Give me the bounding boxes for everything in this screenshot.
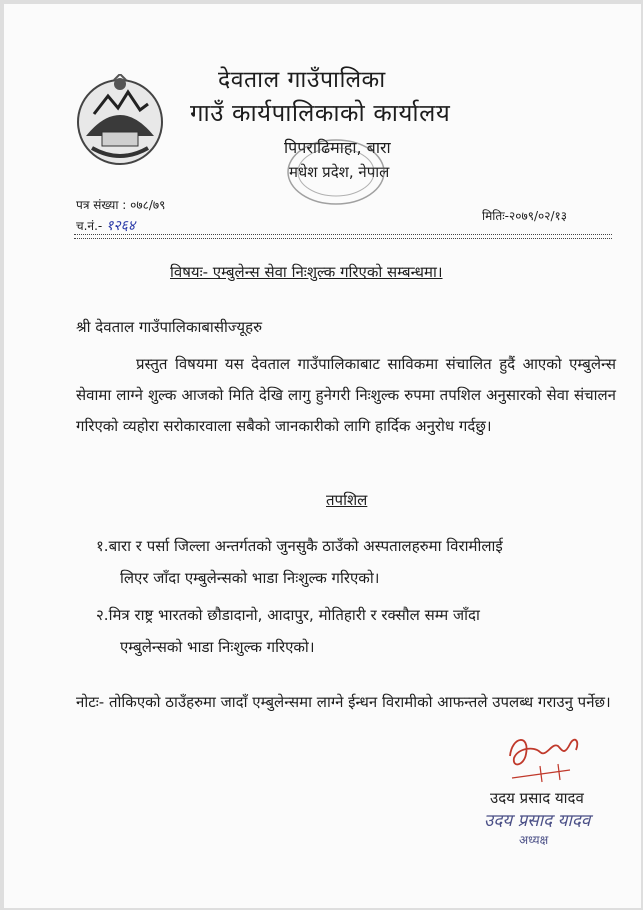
office-province: मधेश प्रदेश, नेपाल [289, 163, 390, 181]
letter-number: पत्र संख्या : ०७८/७९ [76, 198, 166, 212]
schedule-item-line: २.मित्र राष्ट्र भारतको छौडादानो, आदापुर, मोतिहारी र रक्सौल सम्म जाँदा [96, 606, 480, 624]
schedule-item-line: १.बारा र पर्सा जिल्ला अन्तर्गतको जुनसुकै ठाउँको अस्पतालहरुमा विरामीलाई [96, 537, 503, 555]
schedule-item [96, 530, 616, 594]
municipality-name: देवताल गाउँपालिका [218, 67, 386, 93]
stamp-title: अध्यक्ष [519, 833, 549, 847]
salutation: श्री देवताल गाउँपालिकाबासीज्यूहरु [76, 318, 263, 336]
dispatch-label: च.नं.- [76, 219, 103, 233]
nepal-emblem-icon [74, 74, 166, 166]
schedule-item-continuation: एम्बुलेन्सको भाडा निःशुल्क गरिएको। [120, 638, 315, 656]
letter-subject: विषयः- एम्बुलेन्स सेवा निःशुल्क गरिएको सम्बन्धमा। [170, 263, 443, 281]
stamp-name: उदय प्रसाद यादव [484, 811, 591, 831]
signatory-name: उदय प्रसाद यादव [490, 789, 584, 807]
dispatch-number [76, 216, 135, 235]
handwritten-signature-icon [500, 726, 586, 786]
letter-date: मितिः-२०७९/०२/१३ [482, 209, 567, 223]
header-divider-2 [74, 238, 612, 239]
office-name: गाउँ कार्यपालिकाको कार्यालय [190, 99, 451, 127]
body-paragraph: प्रस्तुत विषयमा यस देवताल गाउँपालिकाबाट साविकमा संचालित हुदैं आएको एम्बुलेन्स सेवामा लाग्ने शुल्क आजको मिति देखि लागु हुनेगरी निःशुल्क रुपमा तपशिल अनुसारको सेवा संचालन गरिएको व्यहोरा सरोकारवाला सबैको जानकारीको लागि हार्दिक अनुरोध गर्दछु। [76, 355, 616, 435]
note-paragraph: नोटः- तोकिएको ठाउँहरुमा जादाँ एम्बुलेन्समा लाग्ने ईन्धन विरामीको आफन्तले उपलब्ध गराउनु पर्नेछ। [76, 693, 611, 711]
letter-page [4, 4, 641, 908]
dispatch-value: १२६४ [106, 218, 136, 234]
schedule-heading: तपशिल [326, 491, 368, 509]
schedule-item [96, 599, 616, 663]
office-seal-icon [285, 136, 390, 208]
office-address: पिपराढिमाहा, बारा [284, 138, 391, 157]
schedule-item-continuation: लिएर जाँदा एम्बुलेन्सको भाडा निःशुल्क गरिएको। [120, 569, 380, 587]
header-divider [74, 234, 612, 235]
